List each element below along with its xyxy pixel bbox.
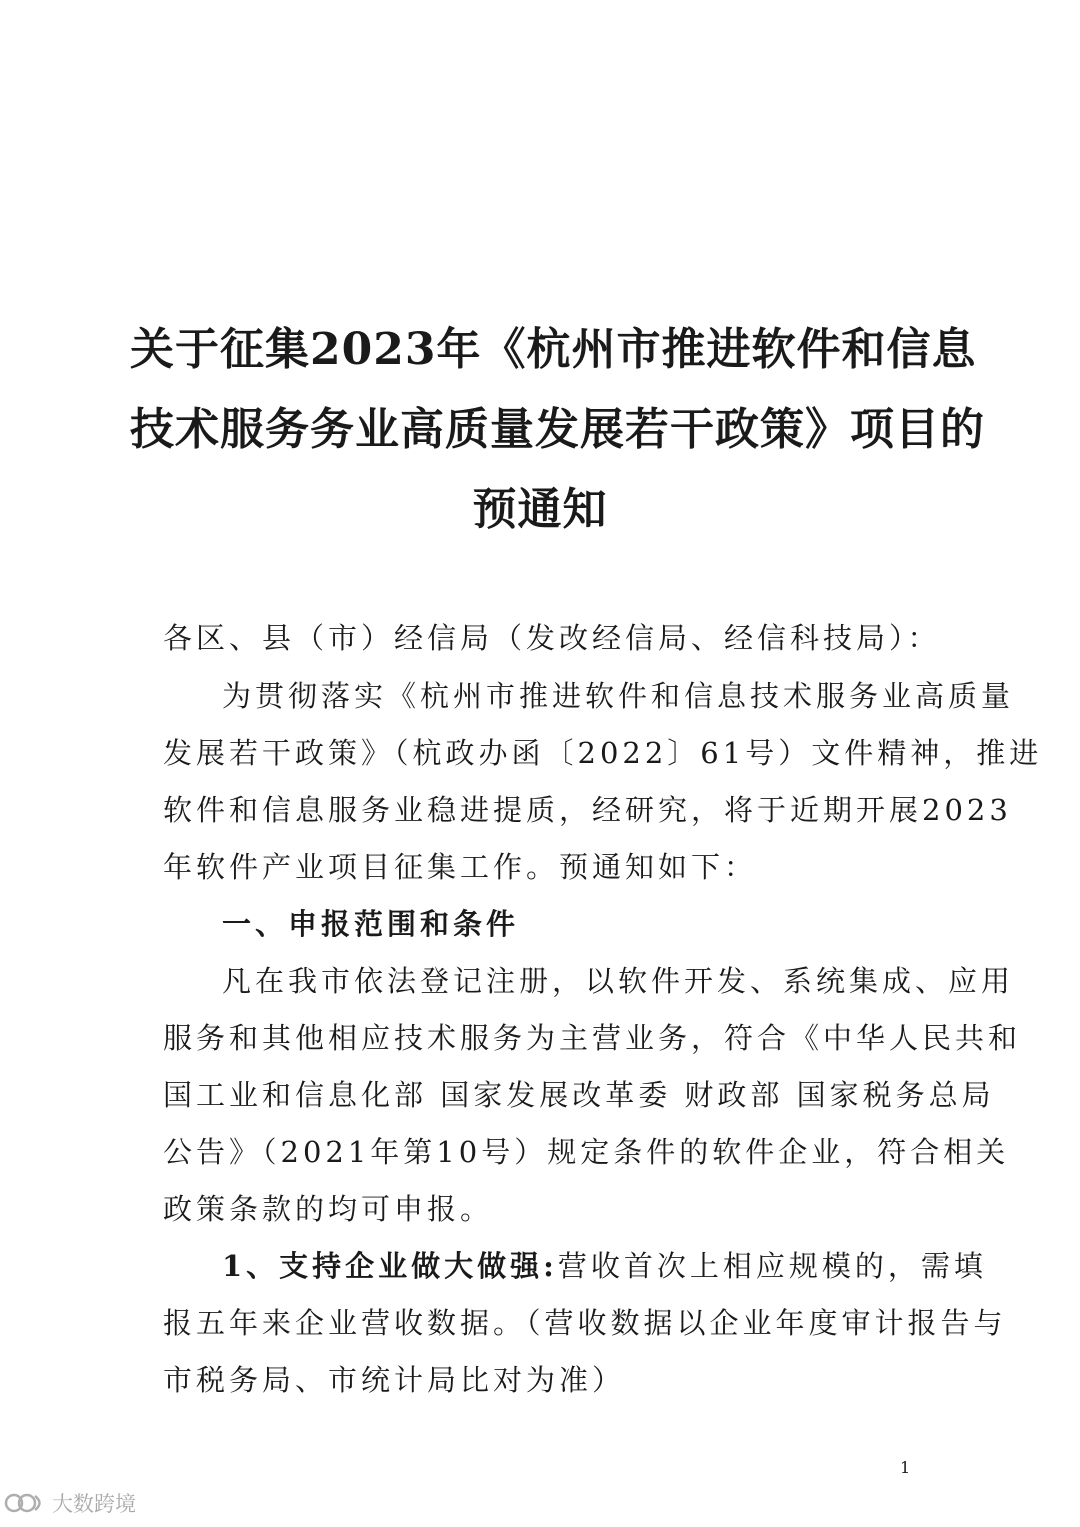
salutation: 各区、县（市）经信局（发改经信局、经信科技局）： (163, 621, 941, 655)
section-body-line-5: 政策条款的均可申报。 (163, 1192, 494, 1226)
item-1-text: 营收首次上相应规模的，需填 (557, 1249, 987, 1283)
item-1-line-1 (222, 1238, 987, 1295)
watermark (4, 1488, 136, 1518)
intro-line-3: 软件和信息服务业稳进提质，经研究，将于近期开展2023 (163, 793, 1012, 827)
brand-logo-icon (4, 1490, 48, 1516)
watermark-text: 大数跨境 (52, 1492, 136, 1516)
section-body-line-3: 国工业和信息化部 国家发展改革委 财政部 国家税务总局 (163, 1078, 995, 1112)
section-heading: 一、申报范围和条件 (222, 907, 520, 941)
intro-line-1: 为贯彻落实《杭州市推进软件和信息技术服务业高质量 (222, 679, 1015, 713)
item-1-label: 1、支持企业做大做强: (222, 1249, 558, 1283)
intro-line-4: 年软件产业项目征集工作。预通知如下： (163, 850, 758, 884)
section-body-line-1: 凡在我市依法登记注册，以软件开发、系统集成、应用 (222, 964, 1015, 998)
title-line-2: 技术服务务业高质量发展若干政策》项目的 (130, 404, 985, 455)
document-title (130, 310, 985, 550)
title-line-3: 预通知 (472, 484, 608, 535)
page-number: 1 (900, 1458, 911, 1477)
item-1-line-2: 报五年来企业营收数据。（营收数据以企业年度审计报告与 (163, 1306, 1007, 1340)
title-line-1: 关于征集2023年《杭州市推进软件和信息 (130, 324, 977, 375)
section-body-line-4: 公告》（2021年第10号）规定条件的软件企业，符合相关 (163, 1135, 1010, 1169)
item-1-line-3: 市税务局、市统计局比对为准） (163, 1363, 626, 1397)
intro-line-2: 发展若干政策》（杭政办函〔2022〕61号）文件精神，推进 (163, 736, 1043, 770)
section-body-line-2: 服务和其他相应技术服务为主营业务，符合《中华人民共和 (163, 1021, 1022, 1055)
